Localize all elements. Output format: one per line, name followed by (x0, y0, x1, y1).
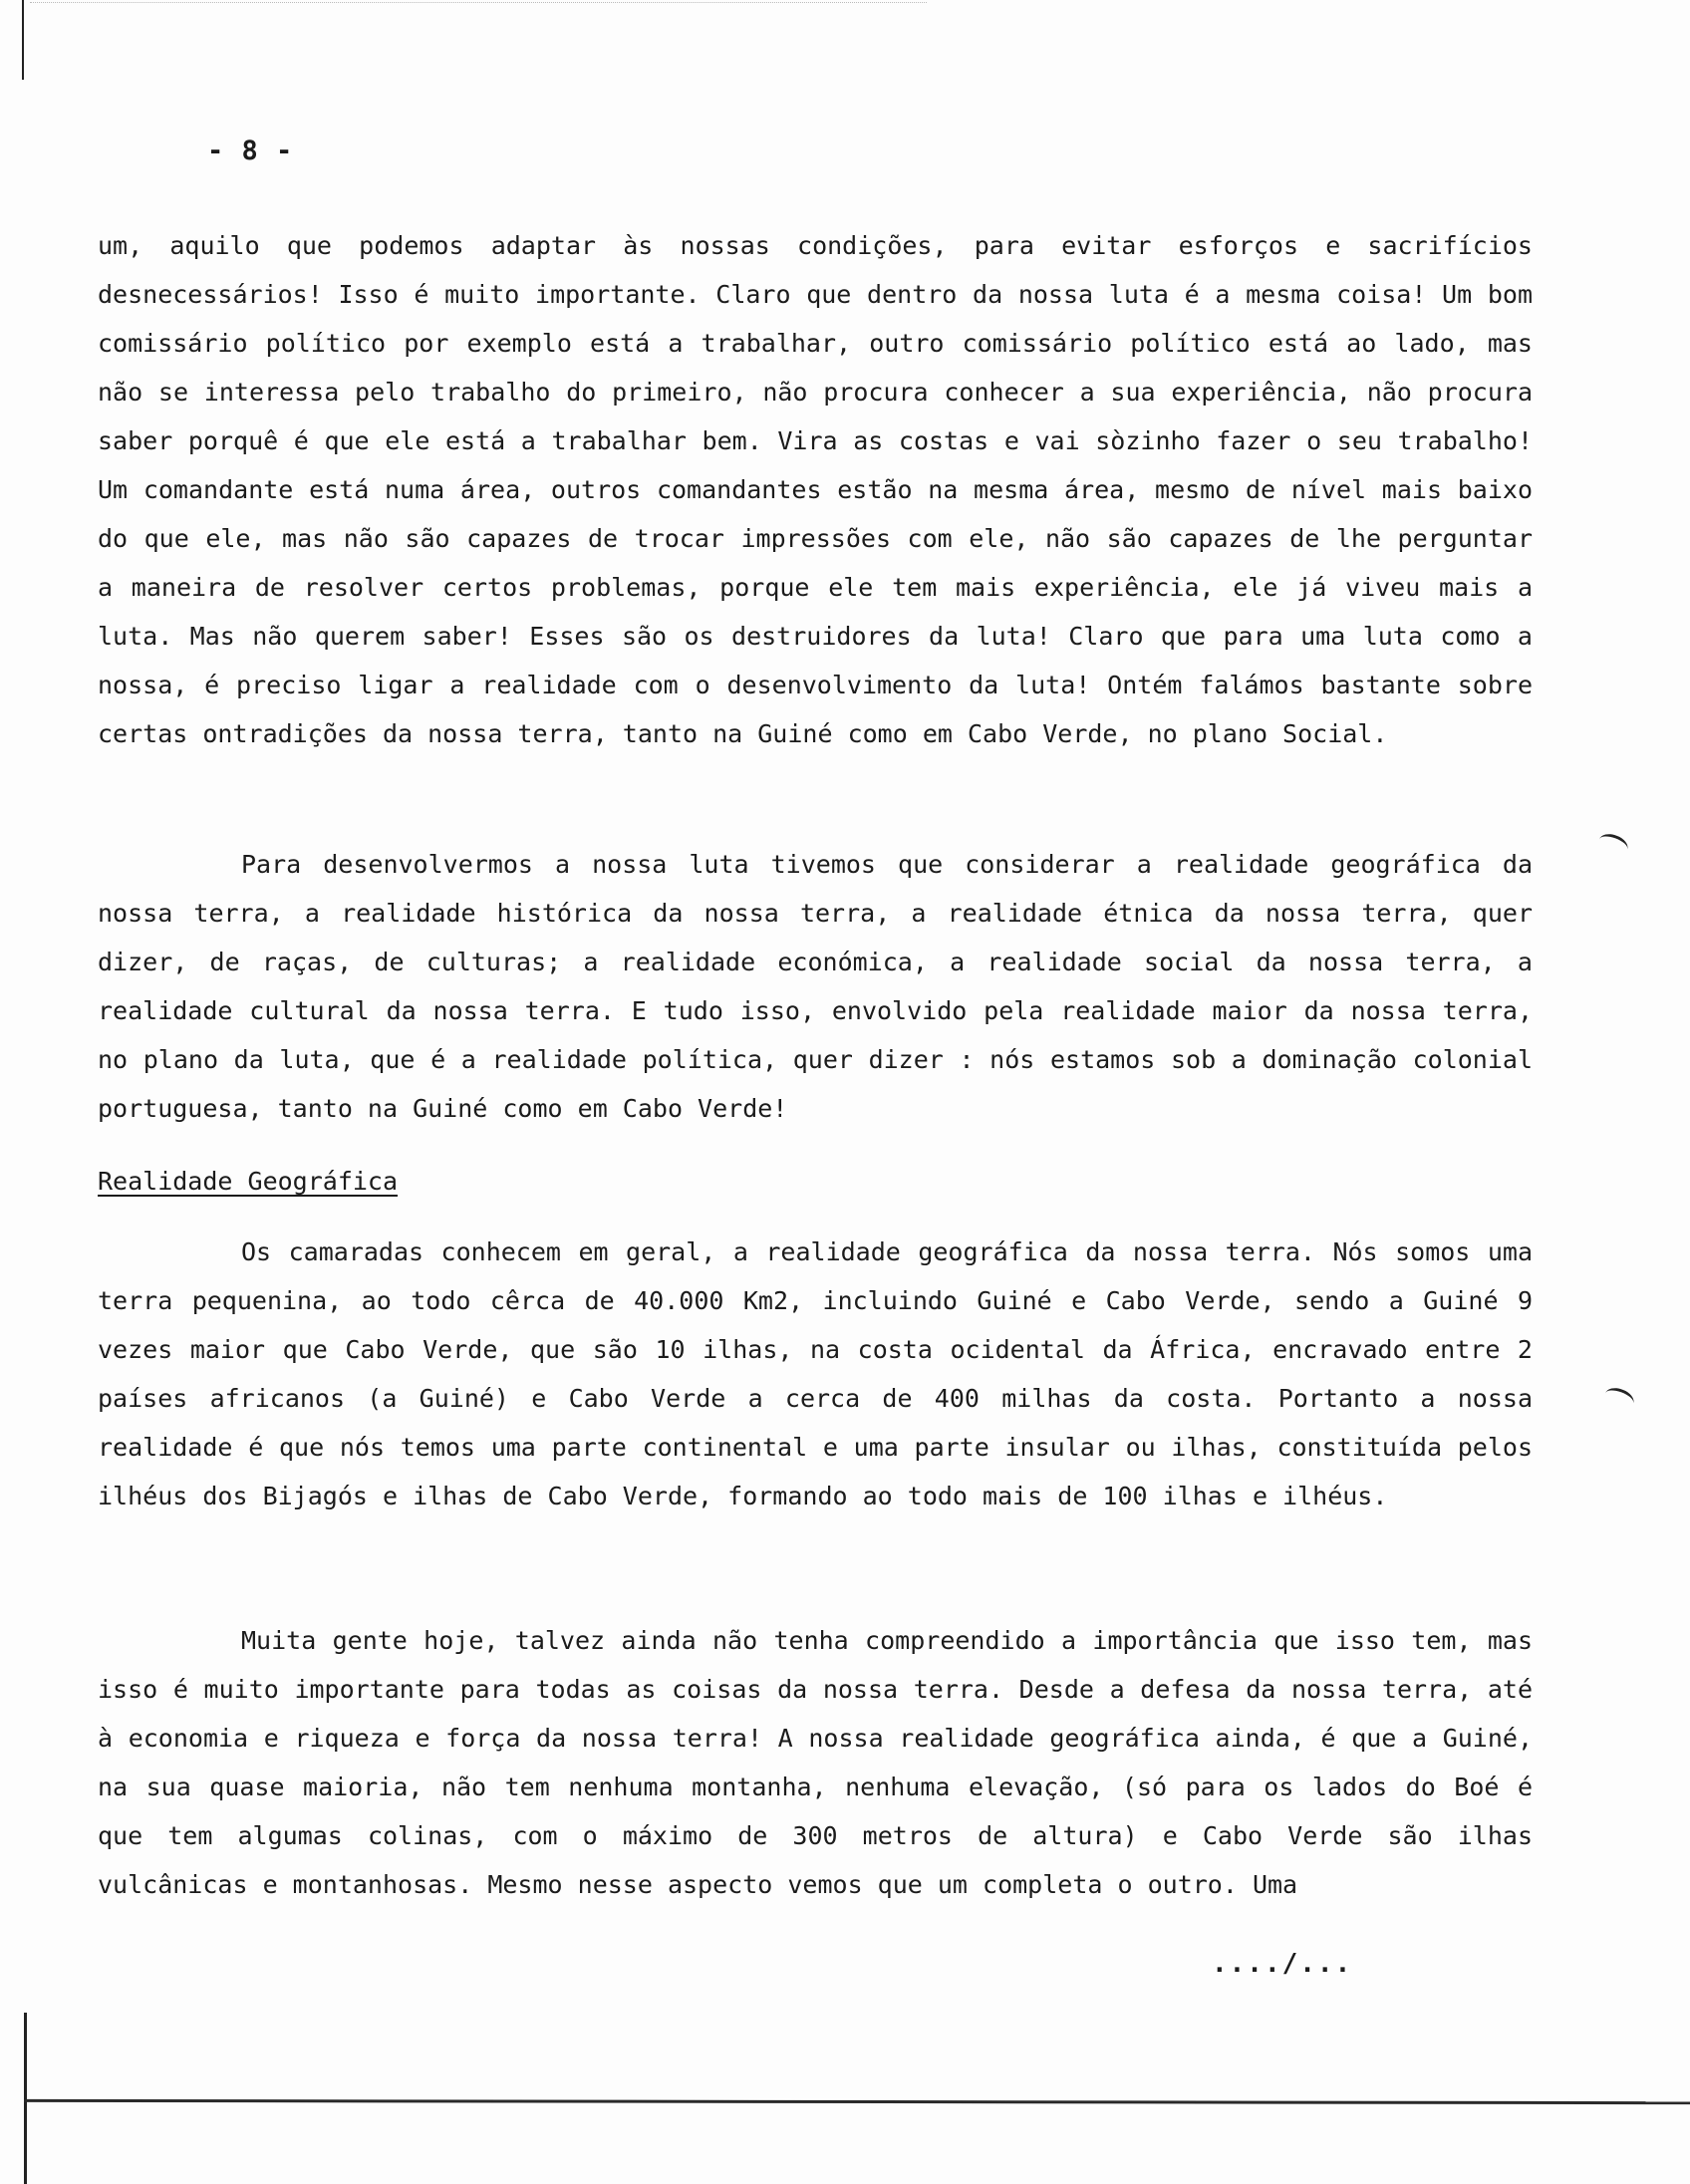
scan-edge-top (22, 0, 24, 80)
paragraph-text: um, aquilo que podemos adaptar às nossas condições, para evitar esforços e sacrifícios desnecessários! Isso é muito importante. Claro que dentro da nossa luta é a mesma coisa! Um bom comissário político por exemplo está a trabalhar, outro comissário político está ao lado, mas não se interessa pelo trabalho do primeiro, não procura conhecer a sua experiência, não procura saber porquê é que ele está a trabalhar bem. Vira as costas e vai sòzinho fazer o seu trabalho! Um comandante está numa área, outros comandantes estão na mesma área, mesmo de nível mais baixo do que ele, mas não são capazes de trocar impressões com ele, não são capazes de lhe perguntar a maneira de resolver certos problemas, porque ele tem mais experiência, ele já viveu mais a luta. Mas não querem saber! Esses são os destruidores da luta! Claro que para uma luta como a nossa, é preciso ligar a realidade com o desenvolvimento da luta! Ontém falámos bastante sobre certas ontradições da nossa terra, tanto na Guiné como em Cabo Verde, no plano Social. (98, 231, 1533, 748)
paragraph-3 (98, 1228, 1533, 1520)
page-number: - 8 - (207, 136, 294, 166)
paragraph-4 (98, 1616, 1533, 1909)
scan-noise (30, 2, 927, 9)
paragraph-2 (98, 840, 1533, 1133)
section-heading: Realidade Geográfica (98, 1167, 399, 1196)
continuation-mark: ..../... (1212, 1949, 1353, 1979)
paragraph-text: Os camaradas conhecem em geral, a realidade geográfica da nossa terra. Nós somos uma terra pequenina, ao todo cêrca de 40.000 Km2, incluindo Guiné e Cabo Verde, sendo a Guiné 9 vezes maior que Cabo Verde, que são 10 ilhas, na costa ocidental da África, encravado entre 2 países africanos (a Guiné) e Cabo Verde a cerca de 400 milhas da costa. Portanto a nossa realidade é que nós temos uma parte continental e uma parte insular ou ilhas, constituída pelos ilhéus dos Bijagós e ilhas de Cabo Verde, formando ao todo mais de 100 ilhas e ilhéus. (98, 1237, 1533, 1510)
margin-mark (1602, 1384, 1637, 1412)
scan-bottom-rule (24, 2099, 1690, 2104)
paragraph-text: Muita gente hoje, talvez ainda não tenha compreendido a importância que isso tem, mas isso é muito importante para todas as coisas da nossa terra. Desde a defesa da nossa terra, até à economia e riqueza e força da nossa terra! A nossa realidade geográfica ainda, é que a Guiné, na sua quase maioria, não tem nenhuma montanha, nenhuma elevação, (só para os lados do Boé é que tem algumas colinas, com o máximo de 300 metros de altura) e Cabo Verde são ilhas vulcânicas e montanhosas. Mesmo nesse aspecto vemos que um completa o outro. Uma (98, 1626, 1533, 1899)
margin-mark (1596, 830, 1631, 858)
paragraph-text: Para desenvolvermos a nossa luta tivemos que considerar a realidade geográfica da nossa terra, a realidade histórica da nossa terra, a realidade étnica da nossa terra, quer dizer, de raças, de culturas; a realidade económica, a realidade social da nossa terra, a realidade cultural da nossa terra. E tudo isso, envolvido pela realidade maior da nossa terra, no plano da luta, que é a realidade política, quer dizer : nós estamos sob a dominação colonial portuguesa, tanto na Guiné como em Cabo Verde! (98, 850, 1533, 1123)
paragraph-1 (98, 221, 1533, 758)
